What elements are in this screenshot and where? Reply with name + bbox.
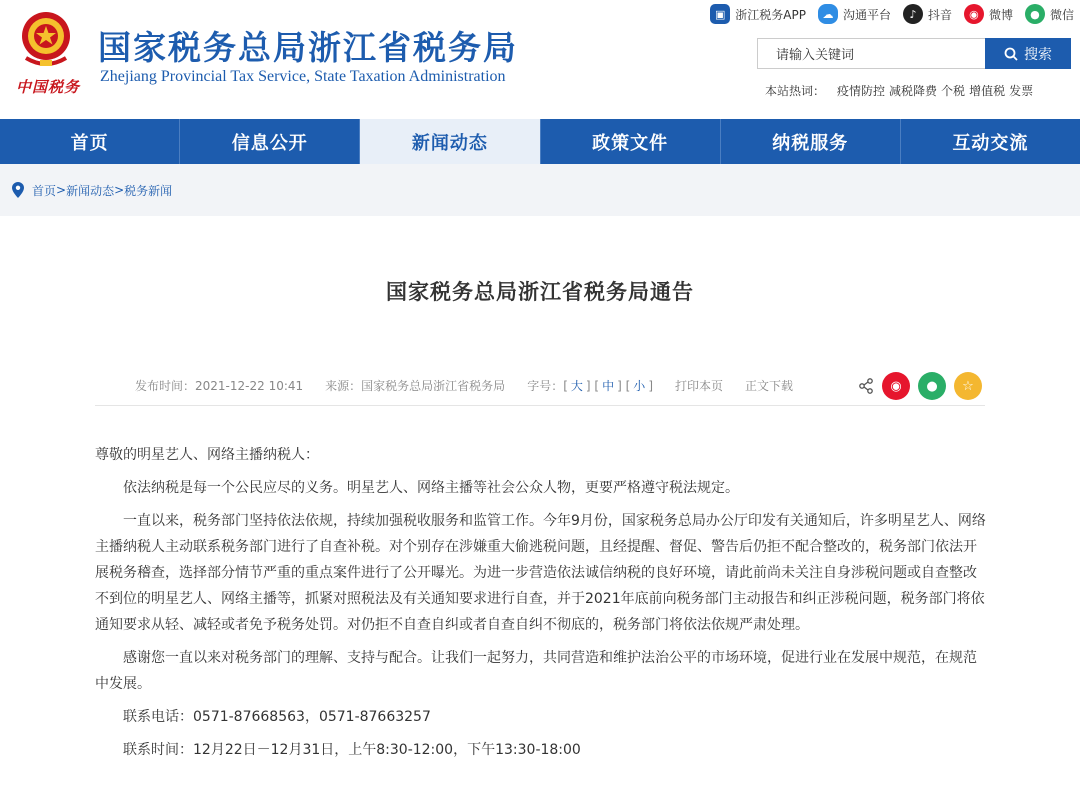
contact-phone: 联系电话：0571-87668563，0571-87663257 bbox=[123, 709, 431, 725]
search-input[interactable]: 请输入关键词 bbox=[757, 38, 985, 69]
breadcrumb-home[interactable]: 首页 bbox=[32, 183, 57, 198]
share-bar bbox=[858, 372, 982, 400]
hot-word-link[interactable]: 减税降费 bbox=[889, 84, 938, 98]
article-paragraph: 依法纳税是每一个公民应尽的义务。明星艺人、网络主播等社会公众人物，更要严格遵守税法规定。 bbox=[123, 480, 739, 496]
source-label: 来源： bbox=[325, 379, 362, 393]
hot-word-link[interactable]: 疫情防控 bbox=[837, 84, 886, 98]
nav-item-interaction[interactable]: 互动交流 bbox=[952, 132, 1029, 154]
breadcrumb bbox=[0, 164, 1080, 216]
publish-label: 发布时间： bbox=[135, 379, 196, 393]
social-app-link[interactable] bbox=[710, 4, 806, 24]
social-platform-link[interactable] bbox=[818, 4, 891, 24]
weibo-icon: ◉ bbox=[964, 4, 984, 24]
social-label: 沟通平台 bbox=[842, 7, 891, 22]
salutation: 尊敬的明星艺人、网络主播纳税人： bbox=[95, 447, 319, 463]
nav-item-info[interactable]: 信息公开 bbox=[180, 119, 360, 164]
hot-word-link[interactable]: 发票 bbox=[1009, 84, 1034, 98]
breadcrumb-news[interactable]: 新闻动态 bbox=[66, 183, 115, 198]
share-wechat-icon[interactable]: ● bbox=[918, 372, 946, 400]
breadcrumb-separator: > bbox=[114, 183, 125, 197]
site-header bbox=[0, 0, 1080, 119]
publish-time: 2021-12-22 10:41 bbox=[195, 379, 304, 393]
favorite-star-icon[interactable]: ☆ bbox=[954, 372, 982, 400]
search-button-label: 搜索 bbox=[1024, 46, 1052, 63]
cloud-icon: ☁ bbox=[818, 4, 838, 24]
social-label: 抖音 bbox=[927, 7, 952, 22]
source-info bbox=[325, 377, 505, 394]
hot-word-link[interactable]: 增值税 bbox=[969, 84, 1006, 98]
social-label: 微博 bbox=[988, 7, 1013, 22]
breadcrumb-tax-news[interactable]: 税务新闻 bbox=[124, 183, 173, 198]
font-size-label: 字号： bbox=[527, 379, 564, 393]
article-paragraph: 一直以来，税务部门坚持依法依规，持续加强税收服务和监管工作。今年9月份，国家税务总局办公厅印发有关通知后，许多明星艺人、网络主播纳税人主动联系税务部门进行了自查补税。对个别存在涉嫌重大偷逃税问题，且经提醒、督促、警告后仍拒不配合整改的，税务部门依法开展税务稽查，选择部分情节严重的重点案件进行了公开曝光。为进一步营造依法诚信纳税的良好环境，请此前尚未关注自身涉税问题或自查整改不到位的明星艺人、网络主播等，抓紧对照税法及有关通知要求进行自查，并于2021年底前向税务部门主动报告和纠正涉税问题，税务部门将依通知要求从轻、减轻或者免予税务处罚。对仍拒不自查自纠或者自查自纠不彻底的，税务部门将依法依规严肃处理。 bbox=[95, 513, 986, 633]
font-size-controls: 字号：[ 大 ] [ 中 ] [ 小 ] bbox=[527, 379, 653, 393]
share-weibo-icon[interactable]: ◉ bbox=[882, 372, 910, 400]
social-tiktok-link[interactable] bbox=[903, 4, 952, 24]
social-label: 浙江税务APP bbox=[735, 7, 806, 22]
source-value: 国家税务总局浙江省税务局 bbox=[361, 379, 506, 393]
site-subtitle: Zhejiang Provincial Tax Service, State Taxation Administration bbox=[100, 68, 506, 85]
article-meta bbox=[95, 366, 985, 406]
publish-info bbox=[135, 377, 303, 394]
search-icon bbox=[1004, 47, 1018, 61]
search-button[interactable] bbox=[985, 38, 1071, 69]
article-title: 国家税务总局浙江省税务局通告 bbox=[386, 280, 694, 304]
hot-words bbox=[765, 82, 1033, 99]
nav-item-service[interactable]: 纳税服务 bbox=[721, 119, 901, 164]
main-nav bbox=[0, 119, 1080, 164]
hot-word-link[interactable]: 个税 bbox=[941, 84, 966, 98]
social-weibo-link[interactable] bbox=[964, 4, 1013, 24]
app-icon: ▣ bbox=[710, 4, 730, 24]
social-wechat-link[interactable] bbox=[1025, 4, 1074, 24]
share-icon[interactable] bbox=[858, 378, 874, 394]
print-link[interactable]: 打印本页 bbox=[675, 379, 724, 393]
site-title[interactable]: 国家税务总局浙江省税务局 bbox=[98, 28, 518, 67]
breadcrumb-separator: > bbox=[56, 183, 67, 197]
article-body bbox=[95, 442, 987, 770]
wechat-icon: ● bbox=[1025, 4, 1045, 24]
nav-item-news[interactable]: 新闻动态 bbox=[360, 119, 540, 164]
tiktok-icon: ♪ bbox=[903, 4, 923, 24]
hot-words-label: 本站热词： bbox=[765, 84, 826, 98]
font-size-small-link[interactable]: 小 bbox=[633, 379, 646, 393]
social-label: 微信 bbox=[1049, 7, 1074, 22]
font-size-medium-link[interactable]: 中 bbox=[602, 379, 615, 393]
font-size-large-link[interactable]: 大 bbox=[570, 379, 583, 393]
download-link[interactable]: 正文下载 bbox=[745, 379, 794, 393]
logo-text: 中国税务 bbox=[16, 78, 81, 96]
article bbox=[0, 216, 1080, 797]
nav-item-policy[interactable]: 政策文件 bbox=[541, 119, 721, 164]
contact-time: 联系时间：12月22日－12月31日，上午8:30-12:00，下午13:30-18:00 bbox=[123, 742, 581, 758]
social-bar bbox=[710, 4, 1074, 24]
location-pin-icon bbox=[12, 182, 24, 198]
tax-emblem-icon bbox=[12, 6, 80, 76]
article-paragraph: 感谢您一直以来对税务部门的理解、支持与配合。让我们一起努力，共同营造和维护法治公平的市场环境，促进行业在发展中规范，在规范中发展。 bbox=[95, 650, 977, 692]
nav-item-home[interactable]: 首页 bbox=[0, 119, 180, 164]
